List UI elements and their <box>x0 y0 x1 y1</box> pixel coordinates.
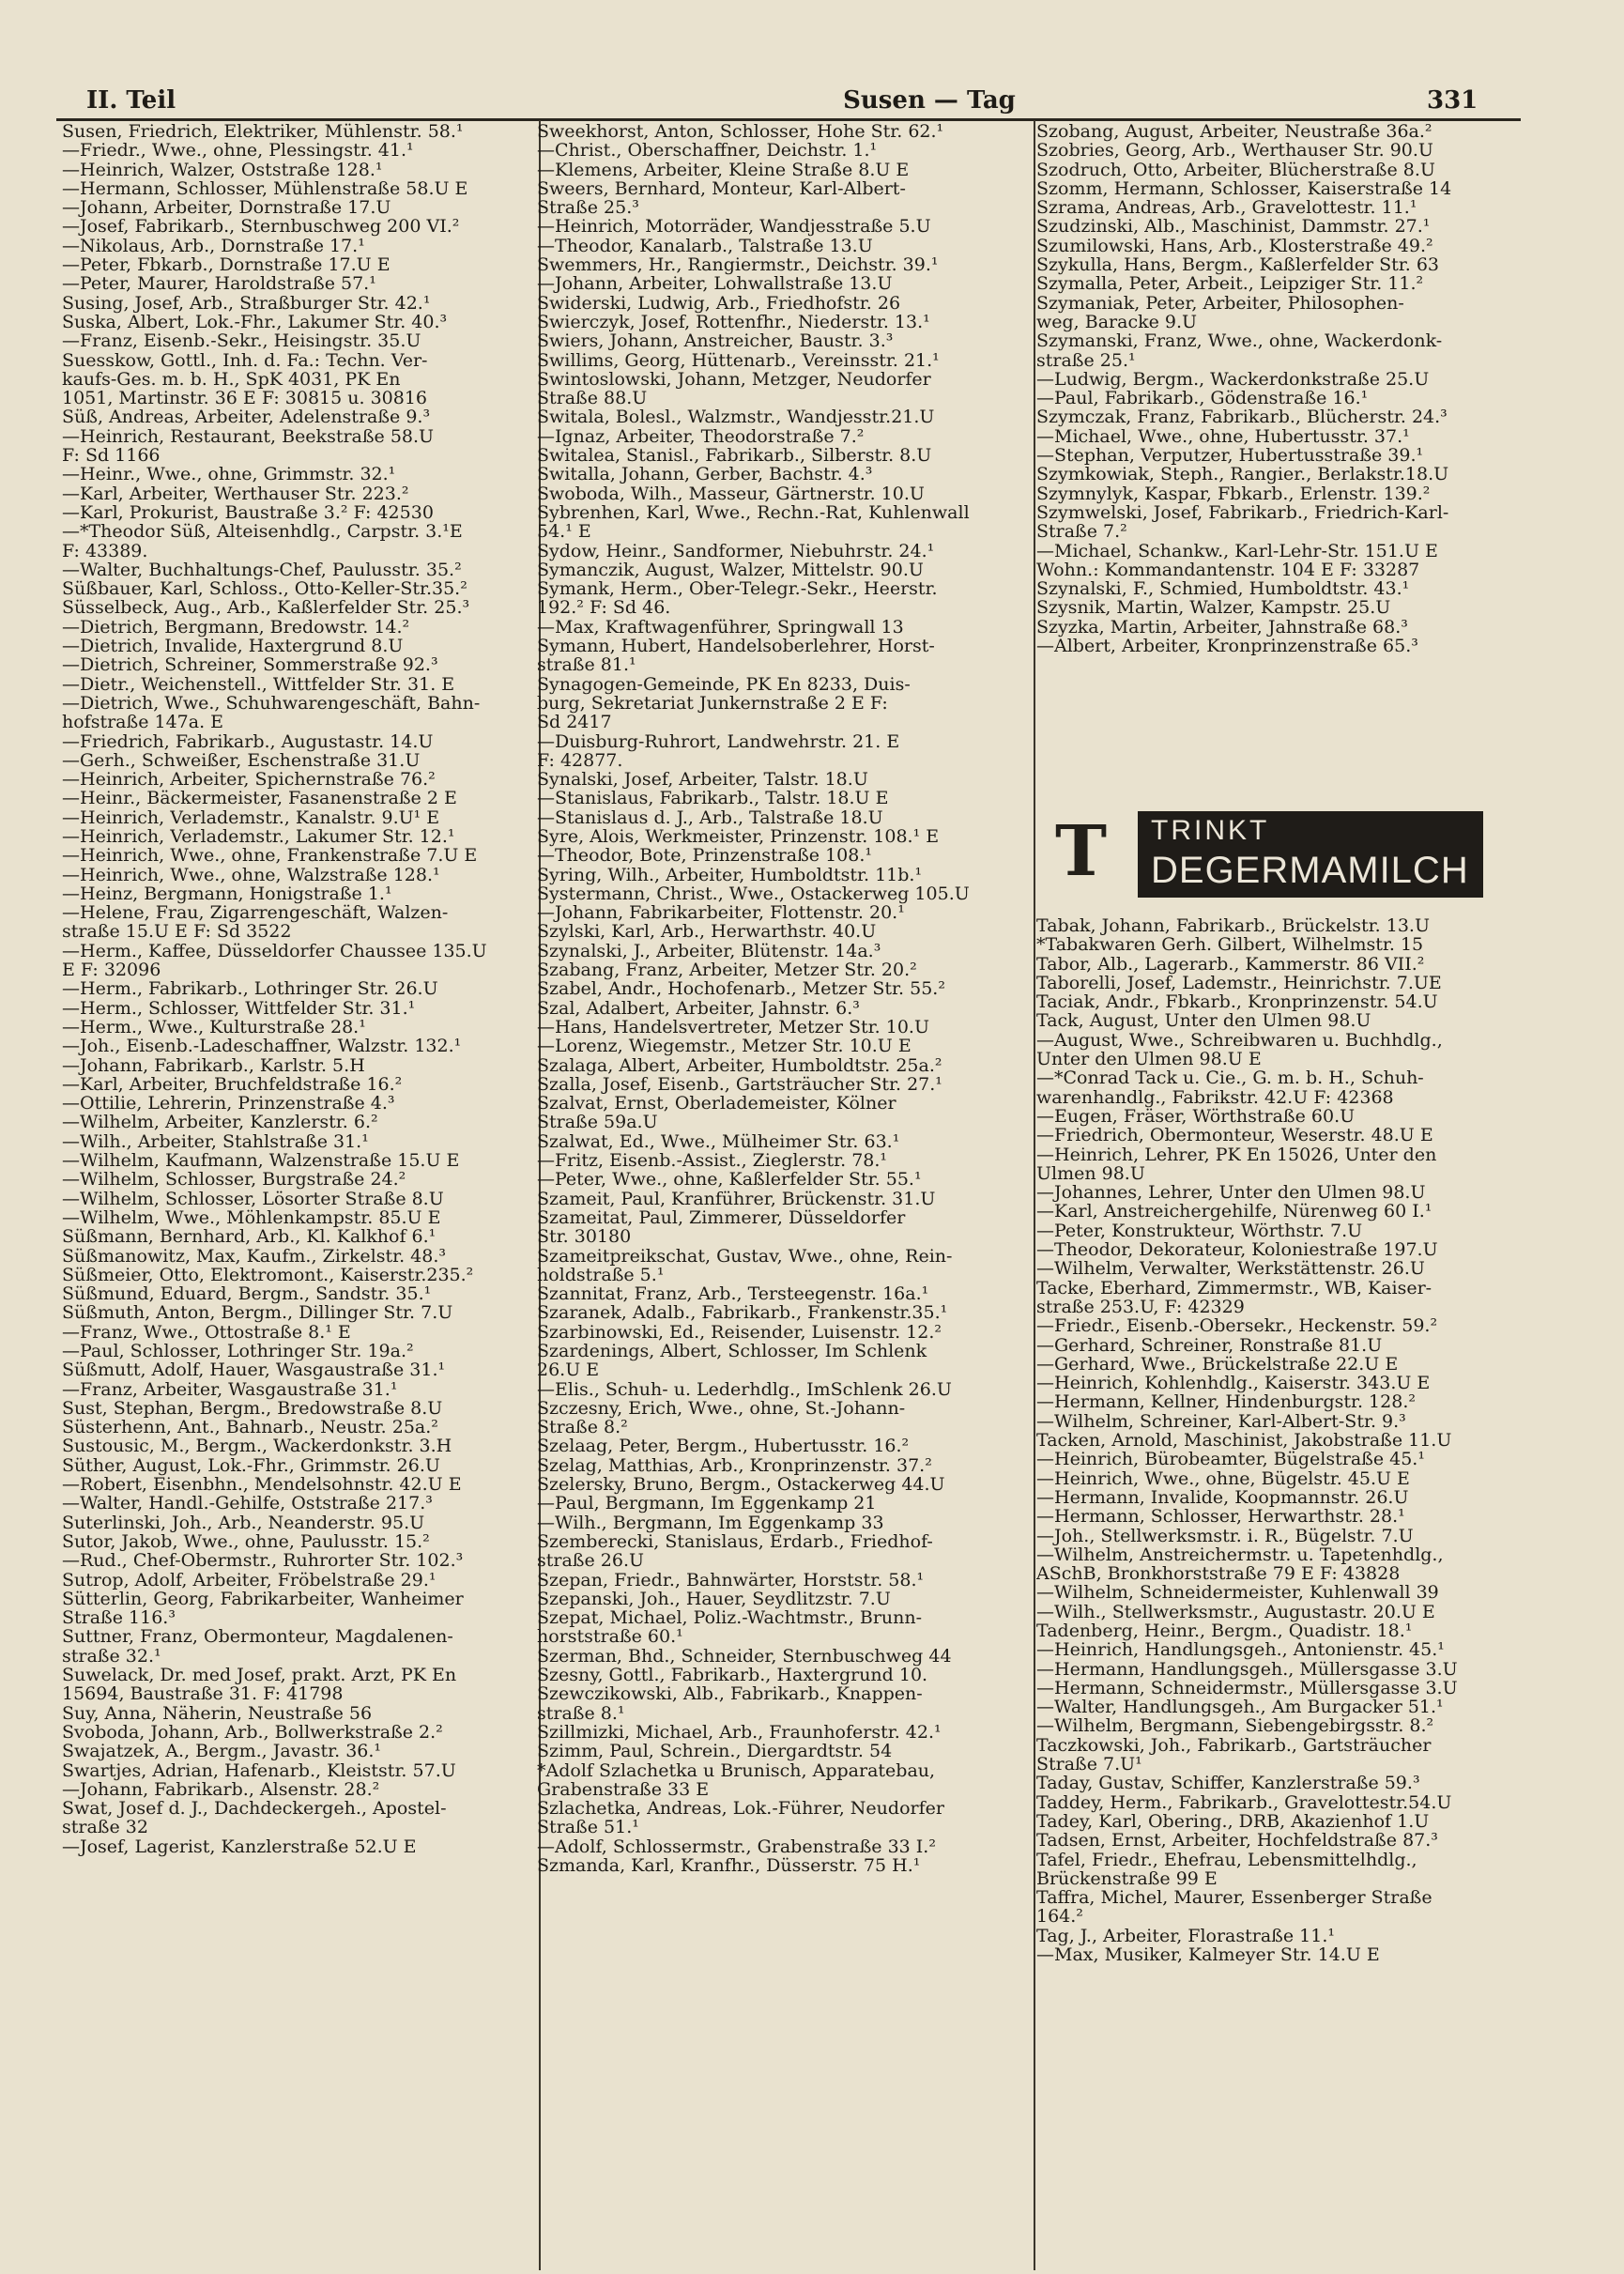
directory-entry: 15694, Baustraße 31. F: 41798 <box>62 1683 344 1705</box>
directory-entry: —Hermann, Schlosser, Herwarthstr. 28.¹ <box>1036 1506 1405 1528</box>
directory-entry: Szymkowiak, Steph., Rangier., Berlakstr.18.U <box>1036 464 1449 485</box>
directory-entry: —Stanislaus, Fabrikarb., Talstr. 18.U E <box>537 788 889 809</box>
directory-entry: —Heinrich, Wwe., ohne, Walzstraße 128.¹ <box>62 864 440 885</box>
directory-entry: —Josef, Lagerist, Kanzlerstraße 52.U E <box>62 1836 417 1857</box>
directory-entry: —Dietrich, Schreiner, Sommerstraße 92.³ <box>62 654 438 676</box>
directory-entry: —Gerh., Schweißer, Eschenstraße 31.U <box>62 749 421 771</box>
directory-entry: —Franz, Eisenb.-Sekr., Heisingstr. 35.U <box>62 330 421 352</box>
directory-entry: —Johann, Fabrikarbeiter, Flottenstr. 20.¹ <box>537 902 905 924</box>
directory-entry: —Johann, Fabrikarb., Karlstr. 5.H <box>62 1054 365 1076</box>
directory-entry: —Heinrich, Verlademstr., Lakumer Str. 12.¹ <box>62 825 455 847</box>
directory-entry: Süßmann, Bernhard, Arb., Kl. Kalkhof 6.¹ <box>62 1226 437 1248</box>
directory-entry: Szameit, Paul, Kranführer, Brückenstr. 31.U <box>537 1188 936 1209</box>
directory-entry: Straße 116.³ <box>62 1607 176 1629</box>
directory-entry: *Tabakwaren Gerh. Gilbert, Wilhelmstr. 15 <box>1036 934 1424 956</box>
directory-entry: Tacke, Eberhard, Zimmermstr., WB, Kaiser- <box>1036 1277 1432 1298</box>
directory-entry: —Elis., Schuh- u. Lederhdlg., ImSchlenk 26.U <box>537 1378 952 1400</box>
directory-entry: Szymnylyk, Kaspar, Fbkarb., Erlenstr. 139.² <box>1036 483 1431 504</box>
directory-entry: —Peter, Maurer, Haroldstraße 57.¹ <box>62 273 376 295</box>
directory-entry: Szudzinski, Alb., Maschinist, Dammstr. 27.¹ <box>1036 216 1431 238</box>
directory-entry: Str. 30180 <box>537 1226 632 1248</box>
directory-entry: Suska, Albert, Lok.-Fhr., Lakumer Str. 40.³ <box>62 311 448 332</box>
directory-entry: —Christ., Oberschaffner, Deichstr. 1.¹ <box>537 140 878 161</box>
directory-entry: Tadenberg, Heinr., Bergm., Quadistr. 18.¹ <box>1036 1620 1413 1641</box>
directory-entry: Switalea, Stanisl., Fabrikarb., Silberstr. 8.U <box>537 445 932 467</box>
directory-entry: —Wilh., Bergmann, Im Eggenkamp 33 <box>537 1512 884 1533</box>
directory-entry: Swajatzek, A., Bergm., Javastr. 36.¹ <box>62 1741 382 1762</box>
directory-entry: Sweers, Bernhard, Monteur, Karl-Albert- <box>537 177 906 199</box>
directory-entry: holdstraße 5.¹ <box>537 1264 665 1285</box>
directory-entry: —Walter, Buchhaltungs-Chef, Paulusstr. 35.² <box>62 559 462 580</box>
directory-entry: —Heinrich, Walzer, Oststraße 128.¹ <box>62 159 383 180</box>
directory-entry: Szalla, Josef, Eisenb., Gartsträucher Str. 27.¹ <box>537 1073 942 1095</box>
directory-entry: Szardenings, Albert, Schlosser, Im Schlenk <box>537 1341 927 1361</box>
directory-entry: —August, Wwe., Schreibwaren u. Buchhdlg., <box>1036 1029 1443 1051</box>
directory-entry: —Heinz, Bergmann, Honigstraße 1.¹ <box>62 883 392 904</box>
directory-entry: Suesskow, Gottl., Inh. d. Fa.: Techn. Ver- <box>62 349 428 371</box>
directory-entry: —Stephan, Verputzer, Hubertusstraße 39.¹ <box>1036 445 1424 467</box>
ad-initial: T <box>1055 811 1108 892</box>
directory-entry: Suy, Anna, Näherin, Neustraße 56 <box>62 1702 373 1724</box>
directory-entry: —Heinrich, Bürobeamter, Bügelstraße 45.¹ <box>1036 1449 1425 1470</box>
directory-entry: Szymanski, Franz, Wwe., ohne, Wackerdonk- <box>1036 330 1443 352</box>
directory-entry: Switala, Bolesl., Walzmstr., Wandjesstr.21.U <box>537 407 935 428</box>
directory-entry: Swartjes, Adrian, Hafenarb., Kleiststr. 57.U <box>62 1759 456 1781</box>
directory-entry: Swemmers, Hr., Rangiermstr., Deichstr. 39.¹ <box>537 254 939 276</box>
directory-entry: E F: 32096 <box>62 960 161 981</box>
directory-entry: Szal, Adalbert, Arbeiter, Jahnstr. 6.³ <box>537 997 860 1019</box>
directory-entry: Szynalski, F., Schmied, Humboldtstr. 43.¹ <box>1036 578 1410 600</box>
directory-entry: —Karl, Arbeiter, Werthauser Str. 223.² <box>62 483 409 504</box>
directory-entry: —Karl, Prokurist, Baustraße 3.² F: 42530 <box>62 501 434 523</box>
directory-entry: Szlachetka, Andreas, Lok.-Führer, Neudorfer <box>537 1798 944 1820</box>
directory-entry: —Duisburg-Ruhrort, Landwehrstr. 21. E <box>537 730 900 752</box>
directory-entry: F: 42877. <box>537 749 623 771</box>
directory-entry: Süß, Andreas, Arbeiter, Adelenstraße 9.³ <box>62 407 431 428</box>
directory-entry: Süsselbeck, Aug., Arb., Kaßlerfelder Str. 25.³ <box>62 597 470 619</box>
directory-entry: Wohn.: Kommandantenstr. 104 E F: 33287 <box>1036 559 1420 580</box>
header-rule <box>56 118 1521 121</box>
directory-entry: —Wilhelm, Schreiner, Karl-Albert-Str. 9.³ <box>1036 1410 1406 1432</box>
directory-entry: Szabang, Franz, Arbeiter, Metzer Str. 20.² <box>537 960 917 981</box>
directory-entry: —Eugen, Fräser, Wörthstraße 60.U <box>1036 1105 1356 1127</box>
directory-entry: Tabor, Alb., Lagerarb., Kammerstr. 86 VII.² <box>1036 953 1425 975</box>
directory-entry: Swiers, Johann, Anstreicher, Baustr. 3.³ <box>537 330 894 352</box>
directory-entry: —Helene, Frau, Zigarrengeschäft, Walzen- <box>62 902 449 924</box>
directory-entry: Taddey, Herm., Fabrikarb., Gravelottestr.54.U <box>1036 1791 1452 1813</box>
directory-entry: Syre, Alois, Werkmeister, Prinzenstr. 108.¹ E <box>537 825 940 847</box>
directory-entry: Straße 51.¹ <box>537 1817 639 1838</box>
directory-entry: weg, Baracke 9.U <box>1036 311 1198 332</box>
directory-entry: Swiderski, Ludwig, Arb., Friedhofstr. 26 <box>537 292 901 314</box>
directory-entry: —Theodor, Dekorateur, Koloniestraße 197.U <box>1036 1239 1438 1261</box>
directory-entry: Sybrenhen, Karl, Wwe., Rechn.-Rat, Kuhlenwall <box>537 501 970 523</box>
directory-entry: —Wilhelm, Anstreichermstr. u. Tapetenhdlg., <box>1036 1544 1444 1565</box>
directory-entry: Süßmeier, Otto, Elektromont., Kaiserstr.235.² <box>62 1264 474 1285</box>
directory-entry: hofstraße 147a. E <box>62 712 224 733</box>
directory-entry: —Wilhelm, Wwe., Möhlenkampstr. 85.U E <box>62 1206 441 1228</box>
directory-entry: —Theodor, Bote, Prinzenstraße 108.¹ <box>537 845 872 867</box>
directory-entry: Süßmund, Eduard, Bergm., Sandstr. 35.¹ <box>62 1283 432 1305</box>
directory-entry: —Wilhelm, Verwalter, Werkstättenstr. 26.U <box>1036 1258 1425 1280</box>
directory-entry: Süßmutt, Adolf, Hauer, Wasgaustraße 31.¹ <box>62 1360 446 1381</box>
directory-entry: Tadsen, Ernst, Arbeiter, Hochfeldstraße 87.³ <box>1036 1830 1438 1851</box>
directory-entry: —Peter, Fbkarb., Dornstraße 17.U E <box>62 254 391 276</box>
directory-entry: straße 15.U E F: Sd 3522 <box>62 921 292 943</box>
directory-entry: Sd 2417 <box>537 712 612 733</box>
directory-entry: —Joh., Eisenb.-Ladeschaffner, Walzstr. 132.¹ <box>62 1036 462 1057</box>
directory-entry: Szrama, Andreas, Arb., Gravelottestr. 11.¹ <box>1036 197 1417 219</box>
directory-entry: Sütterlin, Georg, Fabrikarbeiter, Wanheimer <box>62 1588 464 1609</box>
directory-entry: —Franz, Arbeiter, Wasgaustraße 31.¹ <box>62 1378 398 1400</box>
directory-entry: Szillmizki, Michael, Arb., Fraunhoferstr. 42.¹ <box>537 1721 942 1743</box>
directory-entry: Swierczyk, Josef, Rottenfhr., Niederstr. 13.¹ <box>537 311 930 332</box>
directory-entry: —Heinrich, Wwe., ohne, Bügelstr. 45.U E <box>1036 1467 1410 1489</box>
directory-entry: 164.² <box>1036 1906 1083 1928</box>
directory-entry: —Joh., Stellwerksmstr. i. R., Bügelstr. 7.U <box>1036 1525 1414 1546</box>
directory-entry: Taczkowski, Joh., Fabrikarb., Gartsträucher <box>1036 1734 1432 1756</box>
directory-entry: Szysnik, Martin, Walzer, Kampstr. 25.U <box>1036 597 1391 619</box>
directory-entry: —Herm., Schlosser, Wittfelder Str. 31.¹ <box>62 997 416 1019</box>
ad-line-1: TRINKT <box>1151 815 1270 846</box>
directory-entry: straße 253.U, F: 42329 <box>1036 1296 1245 1317</box>
directory-entry: Syring, Wilh., Arbeiter, Humboldtstr. 11b.¹ <box>537 864 923 885</box>
directory-entry: Symanczik, August, Walzer, Mittelstr. 90.U <box>537 559 924 580</box>
directory-entry: Szameitpreikschat, Gustav, Wwe., ohne, Rein- <box>537 1245 953 1267</box>
directory-entry: Switalla, Johann, Gerber, Bachstr. 4.³ <box>537 464 873 485</box>
directory-entry: —Johann, Fabrikarb., Alsenstr. 28.² <box>62 1778 380 1800</box>
directory-entry: —Paul, Fabrikarb., Gödenstraße 16.¹ <box>1036 388 1369 409</box>
directory-entry: straße 25.¹ <box>1036 349 1136 371</box>
directory-entry: —Max, Kraftwagenführer, Springwall 13 <box>537 616 904 638</box>
directory-entry: Szobang, August, Arbeiter, Neustraße 36a.² <box>1036 122 1432 142</box>
directory-entry: Szumilowski, Hans, Arb., Klosterstraße 49.² <box>1036 235 1433 256</box>
directory-entry: Süßmuth, Anton, Bergm., Dillinger Str. 7.U <box>62 1302 453 1324</box>
directory-entry: Szesny, Gottl., Fabrikarb., Haxtergrund 10. <box>537 1665 928 1686</box>
directory-entry: —Herm., Kaffee, Düsseldorfer Chaussee 135.U <box>62 940 487 961</box>
directory-entry: —Rud., Chef-Obermstr., Ruhrorter Str. 102.³ <box>62 1550 464 1572</box>
directory-entry: Tafel, Friedr., Ehefrau, Lebensmittelhdlg., <box>1036 1849 1417 1870</box>
directory-entry: Straße 88.U <box>537 388 648 409</box>
directory-entry: —Heinrich, Lehrer, PK En 15026, Unter den <box>1036 1144 1437 1165</box>
directory-entry: Szemberecki, Stanislaus, Erdarb., Friedhof- <box>537 1530 933 1552</box>
directory-entry: straße 81.¹ <box>537 654 636 676</box>
directory-entry: Sutrop, Adolf, Arbeiter, Fröbelstraße 29.¹ <box>62 1569 437 1590</box>
directory-entry: Sustousic, M., Bergm., Wackerdonkstr. 3.H <box>62 1436 452 1457</box>
directory-entry: Unter den Ulmen 98.U E <box>1036 1049 1262 1070</box>
directory-entry: *Adolf Szlachetka u Brunisch, Apparatebau, <box>537 1759 936 1781</box>
directory-entry: —Robert, Eisenbhn., Mendelsohnstr. 42.U E <box>62 1474 462 1496</box>
directory-entry: horststraße 60.¹ <box>537 1626 683 1648</box>
directory-entry: Systermann, Christ., Wwe., Ostackerweg 105.U <box>537 883 970 904</box>
directory-entry: Swintoslowski, Johann, Metzger, Neudorfer <box>537 368 931 390</box>
directory-entry: Szaranek, Adalb., Fabrikarb., Frankenstr.35.¹ <box>537 1302 948 1324</box>
directory-entry: —Theodor, Kanalarb., Talstraße 13.U <box>537 235 873 256</box>
directory-entry: —Johann, Arbeiter, Lohwallstraße 13.U <box>537 273 893 295</box>
directory-entry: Straße 25.³ <box>537 197 639 219</box>
directory-entry: 192.² F: Sd 46. <box>537 597 671 619</box>
directory-entry: ASchB, Bronkhorststraße 79 E F: 43828 <box>1036 1563 1401 1585</box>
directory-entry: Szodruch, Otto, Arbeiter, Blücherstraße 8.U <box>1036 159 1435 180</box>
directory-entry: —Albert, Arbeiter, Kronprinzenstraße 65.³ <box>1036 636 1418 657</box>
directory-entry: straße 32.¹ <box>62 1645 161 1667</box>
directory-entry: 54.¹ E <box>537 521 591 543</box>
directory-entry: Tacken, Arnold, Maschinist, Jakobstraße 11.U <box>1036 1430 1452 1452</box>
directory-entry: —Karl, Anstreichergehilfe, Nürenweg 60 I.¹ <box>1036 1201 1432 1222</box>
directory-entry: —Gerhard, Schreiner, Ronstraße 81.U <box>1036 1334 1383 1356</box>
directory-entry: —Adolf, Schlossermstr., Grabenstraße 33 I.² <box>537 1836 936 1857</box>
directory-entry: —Dietr., Weichenstell., Wittfelder Str. 31. E <box>62 673 455 695</box>
directory-entry: 26.U E <box>537 1360 600 1381</box>
directory-entry: —Heinrich, Kohlenhdlg., Kaiserstr. 343.U E <box>1036 1373 1431 1394</box>
directory-entry: Straße 8.² <box>537 1417 628 1438</box>
directory-entry: Szylski, Karl, Arb., Herwarthstr. 40.U <box>537 921 877 943</box>
directory-entry: Szynalski, J., Arbeiter, Blütenstr. 14a.³ <box>537 940 881 961</box>
directory-entry: Suwelack, Dr. med Josef, prakt. Arzt, PK En <box>62 1665 457 1686</box>
directory-entry: —Ludwig, Bergm., Wackerdonkstraße 25.U <box>1036 368 1430 390</box>
directory-entry: —Franz, Wwe., Ottostraße 8.¹ E <box>62 1321 351 1343</box>
directory-entry: —Hans, Handelsvertreter, Metzer Str. 10.U <box>537 1016 929 1037</box>
directory-entry: —Ottilie, Lehrerin, Prinzenstraße 4.³ <box>62 1093 395 1114</box>
directory-entry: Tabak, Johann, Fabrikarb., Brückelstr. 13.U <box>1036 916 1430 936</box>
directory-entry: —Walter, Handl.-Gehilfe, Oststraße 217.³ <box>62 1493 433 1514</box>
directory-entry: —Wilhelm, Kaufmann, Walzenstraße 15.U E <box>62 1150 460 1172</box>
directory-entry: straße 8.¹ <box>537 1702 625 1724</box>
directory-entry: Szymwelski, Josef, Fabrikarb., Friedrich-Karl- <box>1036 501 1449 523</box>
page-number: 331 <box>1427 86 1478 115</box>
directory-entry: —Fritz, Eisenb.-Assist., Zieglerstr. 78.¹ <box>537 1150 888 1172</box>
directory-entry: —*Theodor Süß, Alteisenhdlg., Carpstr. 3.¹E <box>62 521 463 543</box>
directory-entry: Taborelli, Josef, Lademstr., Heinrichstr. 7.UE <box>1036 972 1442 993</box>
directory-entry: —*Conrad Tack u. Cie., G. m. b. H., Schuh- <box>1036 1068 1424 1089</box>
directory-entry: Taffra, Michel, Maurer, Essenberger Straße <box>1036 1887 1432 1909</box>
directory-entry: —Josef, Fabrikarb., Sternbuschweg 200 VI.² <box>62 216 460 238</box>
directory-entry: —Hermann, Schlosser, Mühlenstraße 58.U E <box>62 177 468 199</box>
directory-entry: Taciak, Andr., Fbkarb., Kronprinzenstr. 54.U <box>1036 991 1438 1013</box>
directory-entry: —Ignaz, Arbeiter, Theodorstraße 7.² <box>537 425 865 447</box>
directory-entry: Szomm, Hermann, Schlosser, Kaiserstraße 14 <box>1036 177 1452 199</box>
section-title: II. Teil <box>86 86 176 115</box>
directory-entry: Symann, Hubert, Handelsoberlehrer, Horst- <box>537 636 935 657</box>
directory-entry: —Paul, Schlosser, Lothringer Str. 19a.² <box>62 1341 414 1361</box>
directory-entry: —Stanislaus d. J., Arb., Talstraße 18.U <box>537 807 883 828</box>
directory-entry: —Walter, Handlungsgeh., Am Burgacker 51.¹ <box>1036 1697 1444 1718</box>
directory-entry: —Peter, Wwe., ohne, Kaßlerfelder Str. 55.¹ <box>537 1169 922 1191</box>
directory-entry: Süther, August, Lok.-Fhr., Grimmstr. 26.U <box>62 1454 440 1476</box>
column-3-top <box>1036 122 1524 854</box>
column-2 <box>537 122 1025 2272</box>
directory-entry: —Johannes, Lehrer, Unter den Ulmen 98.U <box>1036 1182 1426 1204</box>
directory-entry: —Heinrich, Verlademstr., Kanalstr. 9.U¹ E <box>62 807 440 828</box>
directory-entry: —Nikolaus, Arb., Dornstraße 17.¹ <box>62 235 365 256</box>
directory-entry: Synalski, Josef, Arbeiter, Talstr. 18.U <box>537 769 868 791</box>
directory-entry: Szymczak, Franz, Fabrikarb., Blücherstr. 24.³ <box>1036 407 1448 428</box>
directory-entry: Szalwat, Ed., Wwe., Mülheimer Str. 63.¹ <box>537 1130 900 1152</box>
directory-entry: F: 43389. <box>62 540 148 561</box>
directory-entry: Süßbauer, Karl, Schloss., Otto-Keller-Str.35.² <box>62 578 467 600</box>
directory-entry: —Friedrich, Obermonteur, Weserstr. 48.U E <box>1036 1125 1433 1146</box>
directory-entry: burg, Sekretariat Junkernstraße 2 E F: <box>537 692 888 714</box>
directory-entry: Süßmanowitz, Max, Kaufm., Zirkelstr. 48.³ <box>62 1245 447 1267</box>
directory-entry: —Wilh., Arbeiter, Stahlstraße 31.¹ <box>62 1130 369 1152</box>
directory-entry: —Johann, Arbeiter, Dornstraße 17.U <box>62 197 391 219</box>
directory-entry: Szmanda, Karl, Kranfhr., Düsserstr. 75 H.¹ <box>537 1855 921 1877</box>
ad-line-2: DEGERMAMILCH <box>1151 850 1469 891</box>
directory-entry: Tack, August, Unter den Ulmen 98.U <box>1036 1010 1371 1032</box>
directory-entry: straße 26.U <box>537 1550 644 1572</box>
directory-entry: Szepan, Friedr., Bahnwärter, Horststr. 58.¹ <box>537 1569 925 1590</box>
directory-entry: Szelag, Matthias, Arb., Kronprinzenstr. 37.² <box>537 1454 932 1476</box>
directory-entry: —Friedr., Wwe., ohne, Plessingstr. 41.¹ <box>62 140 414 161</box>
directory-entry: —Gerhard, Wwe., Brückelstraße 22.U E <box>1036 1353 1399 1375</box>
directory-entry: Szyzka, Martin, Arbeiter, Jahnstraße 68.³ <box>1036 616 1408 638</box>
directory-entry: warenhandlg., Fabrikstr. 42.U F: 42368 <box>1036 1086 1394 1108</box>
directory-entry: —Paul, Bergmann, Im Eggenkamp 21 <box>537 1493 877 1514</box>
directory-entry: Szimm, Paul, Schrein., Diergardtstr. 54 <box>537 1741 893 1762</box>
column-1 <box>62 122 550 2272</box>
directory-entry: —Wilhelm, Schneidermeister, Kuhlenwall 39 <box>1036 1582 1439 1604</box>
directory-entry: Szannitat, Franz, Arb., Tersteegenstr. 16a.¹ <box>537 1283 929 1305</box>
directory-entry: Szepanski, Joh., Hauer, Seydlitzstr. 7.U <box>537 1588 891 1609</box>
directory-entry: —Max, Musiker, Kalmeyer Str. 14.U E <box>1036 1944 1380 1966</box>
directory-entry: Szarbinowski, Ed., Reisender, Luisenstr. 12.² <box>537 1321 942 1343</box>
directory-entry: Szelaag, Peter, Bergm., Hubertusstr. 16.² <box>537 1436 910 1457</box>
directory-entry: Symank, Herm., Ober-Telegr.-Sekr., Heerstr. <box>537 578 938 600</box>
directory-entry: Sutor, Jakob, Wwe., ohne, Paulusstr. 15.² <box>62 1530 430 1552</box>
directory-entry: Szepat, Michael, Poliz.-Wachtmstr., Brunn- <box>537 1607 923 1629</box>
directory-entry: Ulmen 98.U <box>1036 1162 1145 1184</box>
directory-entry: Szelersky, Bruno, Bergm., Ostackerweg 44.U <box>537 1474 945 1496</box>
directory-entry: —Herm., Fabrikarb., Lothringer Str. 26.U <box>62 978 438 1000</box>
directory-entry: —Friedr., Eisenb.-Obersekr., Heckenstr. 59.² <box>1036 1315 1438 1337</box>
directory-entry: Szameitat, Paul, Zimmerer, Düsseldorfer <box>537 1206 906 1228</box>
directory-entry: —Heinrich, Restaurant, Beekstraße 58.U <box>62 425 435 447</box>
running-header: Susen — Tag <box>843 86 1016 115</box>
directory-entry: —Heinr., Wwe., ohne, Grimmstr. 32.¹ <box>62 464 396 485</box>
directory-entry: —Hermann, Kellner, Hindenburgstr. 128.² <box>1036 1391 1416 1413</box>
directory-entry: —Heinr., Bäckermeister, Fasanenstraße 2 E <box>62 788 457 809</box>
directory-entry: Szalaga, Albert, Arbeiter, Humboldtstr. 25a.² <box>537 1054 942 1076</box>
directory-entry: Szobries, Georg, Arb., Werthauser Str. 90.U <box>1036 140 1433 161</box>
directory-entry: Taday, Gustav, Schiffer, Kanzlerstraße 59.³ <box>1036 1773 1420 1794</box>
directory-entry: Swillims, Georg, Hüttenarb., Vereinsstr. 21.¹ <box>537 349 940 371</box>
directory-entry: Grabenstraße 33 E <box>537 1778 710 1800</box>
directory-entry: Sust, Stephan, Bergm., Bredowstraße 8.U <box>62 1397 443 1419</box>
directory-entry: —Wilh., Stellwerksmstr., Augustastr. 20.U E <box>1036 1601 1435 1622</box>
column-divider-2 <box>1034 120 1035 2270</box>
directory-entry: —Lorenz, Wiegemstr., Metzer Str. 10.U E <box>537 1036 912 1057</box>
directory-entry: Swoboda, Wilh., Masseur, Gärtnerstr. 10.U <box>537 483 925 504</box>
directory-entry: Straße 7.² <box>1036 521 1127 543</box>
column-3-bottom <box>1036 916 1524 2273</box>
directory-entry: Szymalla, Peter, Arbeit., Leipziger Str. 11.² <box>1036 273 1424 295</box>
directory-entry: Susing, Josef, Arb., Straßburger Str. 42.¹ <box>62 292 431 314</box>
directory-entry: Susen, Friedrich, Elektriker, Mühlenstr. 58.¹ <box>62 122 464 142</box>
directory-entry: Straße 59a.U <box>537 1112 658 1133</box>
directory-entry: Szewczikowski, Alb., Fabrikarb., Knappen- <box>537 1683 923 1705</box>
directory-entry: Sweekhorst, Anton, Schlosser, Hohe Str. 62.¹ <box>537 122 944 142</box>
directory-entry: —Wilhelm, Arbeiter, Kanzlerstr. 6.² <box>62 1112 378 1133</box>
directory-entry: Tag, J., Arbeiter, Florastraße 11.¹ <box>1036 1925 1335 1946</box>
directory-entry: —Heinrich, Arbeiter, Spichernstraße 76.² <box>62 769 436 791</box>
directory-entry: —Herm., Wwe., Kulturstraße 28.¹ <box>62 1016 366 1037</box>
directory-entry: Szymaniak, Peter, Arbeiter, Philosophen- <box>1036 292 1404 314</box>
directory-entry: Szabel, Andr., Hochofenarb., Metzer Str. 55.² <box>537 978 945 1000</box>
directory-entry: F: Sd 1166 <box>62 445 161 467</box>
directory-entry: —Michael, Wwe., ohne, Hubertusstr. 37.¹ <box>1036 425 1410 447</box>
directory-entry: Tadey, Karl, Obering., DRB, Akazienhof 1.U <box>1036 1810 1430 1832</box>
directory-entry: Suterlinski, Joh., Arb., Neanderstr. 95.U <box>62 1512 425 1533</box>
directory-entry: Brückenstraße 99 E <box>1036 1867 1218 1889</box>
directory-entry: —Peter, Konstrukteur, Wörthstr. 7.U <box>1036 1220 1363 1241</box>
directory-entry: Svoboda, Johann, Arb., Bollwerkstraße 2.² <box>62 1721 443 1743</box>
directory-entry: —Michael, Schankw., Karl-Lehr-Str. 151.U E <box>1036 540 1438 561</box>
directory-entry: Szalvat, Ernst, Oberlademeister, Kölner <box>537 1093 896 1114</box>
directory-entry: —Wilhelm, Bergmann, Siebengebirgsstr. 8.² <box>1036 1715 1434 1737</box>
directory-entry: Szykulla, Hans, Bergm., Kaßlerfelder Str. 63 <box>1036 254 1440 276</box>
directory-entry: kaufs-Ges. m. b. H., SpK 4031, PK En <box>62 368 401 390</box>
directory-entry: —Heinrich, Wwe., ohne, Frankenstraße 7.U E <box>62 845 478 867</box>
directory-entry: —Dietrich, Wwe., Schuhwarengeschäft, Bahn- <box>62 692 481 714</box>
directory-entry: —Wilhelm, Schlosser, Burgstraße 24.² <box>62 1169 406 1191</box>
directory-entry: Süsterhenn, Ant., Bahnarb., Neustr. 25a.² <box>62 1417 438 1438</box>
directory-entry: 1051, Martinstr. 36 E F: 30815 u. 30816 <box>62 388 428 409</box>
directory-entry: —Dietrich, Invalide, Haxtergrund 8.U <box>62 636 404 657</box>
directory-entry: —Hermann, Handlungsgeh., Müllersgasse 3.U <box>1036 1658 1458 1680</box>
directory-entry: Szerman, Bhd., Schneider, Sternbuschweg 44 <box>537 1645 952 1667</box>
directory-entry: —Hermann, Invalide, Koopmannstr. 26.U <box>1036 1486 1409 1508</box>
directory-entry: Straße 7.U¹ <box>1036 1754 1142 1775</box>
directory-entry: —Klemens, Arbeiter, Kleine Straße 8.U E <box>537 159 910 180</box>
directory-entry: —Karl, Arbeiter, Bruchfeldstraße 16.² <box>62 1073 403 1095</box>
directory-entry: —Heinrich, Handlungsgeh., Antonienstr. 45.¹ <box>1036 1639 1445 1661</box>
directory-entry: —Wilhelm, Schlosser, Lösorter Straße 8.U <box>62 1188 444 1209</box>
directory-entry: Synagogen-Gemeinde, PK En 8233, Duis- <box>537 673 911 695</box>
directory-entry: Suttner, Franz, Obermonteur, Magdalenen- <box>62 1626 453 1648</box>
directory-entry: —Friedrich, Fabrikarb., Augustastr. 14.U <box>62 730 434 752</box>
directory-entry: straße 32 <box>62 1817 148 1838</box>
directory-entry: Szczesny, Erich, Wwe., ohne, St.-Johann- <box>537 1397 906 1419</box>
directory-entry: Swat, Josef d. J., Dachdeckergeh., Apostel- <box>62 1798 447 1820</box>
directory-entry: —Dietrich, Bergmann, Bredowstr. 14.² <box>62 616 410 638</box>
directory-entry: Sydow, Heinr., Sandformer, Niebuhrstr. 24.¹ <box>537 540 935 561</box>
directory-entry: —Hermann, Schneidermstr., Müllersgasse 3.U <box>1036 1677 1458 1698</box>
directory-entry: —Heinrich, Motorräder, Wandjesstraße 5.U <box>537 216 931 238</box>
